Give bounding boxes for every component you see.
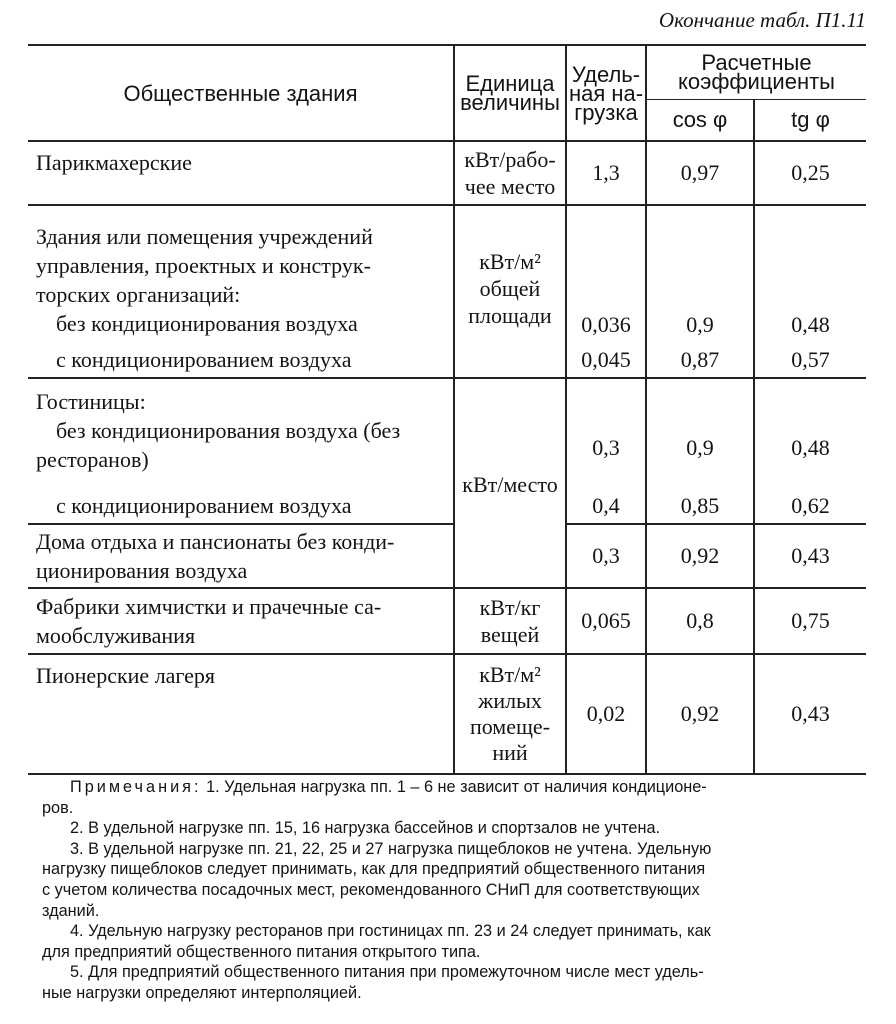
row-tg: 0,62 (754, 488, 866, 524)
header-tg: tg φ (754, 99, 866, 141)
table-row (28, 488, 866, 524)
note-4: 4. Удельную нагрузку ресторанов при гостиницах пп. 23 и 24 следует принимать, как для предприятий общественного питания открытого типа. (42, 922, 711, 961)
row-tg: 0,48 (754, 205, 866, 342)
row-tg: 0,43 (754, 654, 866, 774)
notes-title: Примечания: (70, 778, 202, 796)
table-notes (42, 777, 868, 1004)
note-3: 3. В удельной нагрузке пп. 21, 22, 25 и 27 нагрузка пищеблоков не учтена. Удельную нагрузку пищеблоков следует принимать, как для предприятий общественного питания с учетом количества посадочных мест, рекомендованного СНиП для соответствующих зданий. (42, 839, 712, 920)
row-name: Дома отдыха и пансионаты без конди- ционирования воздуха (28, 524, 454, 588)
row-cos: 0,92 (646, 654, 754, 774)
row-name: Здания или помещения учреждений управления, проектных и конструк- торских организаций: без кондиционирования воздуха (28, 205, 454, 342)
row-name: Гостиницы: без кондиционирования воздуха (без ресторанов) (28, 378, 454, 488)
data-table (28, 44, 866, 775)
note-1: Примечания: 1. Удельная нагрузка пп. 1 – 6 не зависит от наличия кондиционе- ров. (42, 778, 707, 817)
table-row (28, 588, 866, 654)
row-name: Пионерские лагеря (28, 654, 454, 774)
row-cos: 0,85 (646, 488, 754, 524)
header-load: Удель- ная на- грузка (566, 45, 646, 141)
table-caption: Окончание табл. П1.11 (658, 8, 866, 32)
row-cos: 0,87 (646, 342, 754, 378)
row-unit: кВт/место (454, 378, 566, 588)
table-row (28, 141, 866, 205)
row-cos: 0,8 (646, 588, 754, 654)
row-unit: кВт/рабо- чее место (454, 141, 566, 205)
table-row (28, 205, 866, 342)
table-row (28, 524, 866, 588)
row-unit: кВт/м² жилых помеще- ний (454, 654, 566, 774)
row-load: 0,3 (566, 378, 646, 488)
row-cos: 0,92 (646, 524, 754, 588)
header-cos: cos φ (646, 99, 754, 141)
table-row (28, 342, 866, 378)
row-name: Парикмахерские (36, 150, 192, 175)
row-cos: 0,9 (646, 205, 754, 342)
row-load: 0,036 (566, 205, 646, 342)
row-unit: кВт/м² общей площади (454, 205, 566, 378)
row-load: 0,045 (566, 342, 646, 378)
row-tg: 0,43 (754, 524, 866, 588)
row-tg: 0,75 (754, 588, 866, 654)
row-load: 0,065 (566, 588, 646, 654)
header-unit: Единица величины (454, 45, 566, 141)
header-row (28, 45, 866, 99)
row-load: 0,3 (566, 524, 646, 588)
row-load: 0,02 (566, 654, 646, 774)
row-load: 1,3 (566, 141, 646, 205)
table-row (28, 654, 866, 774)
table-row (28, 378, 866, 488)
row-name: с кондиционированием воздуха (56, 493, 352, 518)
row-unit: кВт/кг вещей (454, 588, 566, 654)
header-coefficients: Расчетные коэффициенты (646, 45, 866, 99)
note-5: 5. Для предприятий общественного питания при промежуточном числе мест удель- ные нагрузки определяют интерполяцией. (42, 963, 704, 1002)
row-tg: 0,25 (754, 141, 866, 205)
note-2: 2. В удельной нагрузке пп. 15, 16 нагрузка бассейнов и спортзалов не учтена. (70, 819, 661, 838)
row-name: Фабрики химчистки и прачечные са- мообслуживания (28, 588, 454, 654)
row-tg: 0,57 (754, 342, 866, 378)
row-cos: 0,9 (646, 378, 754, 488)
row-tg: 0,48 (754, 378, 866, 488)
row-cos: 0,97 (646, 141, 754, 205)
row-load: 0,4 (566, 488, 646, 524)
row-name: с кондиционированием воздуха (56, 347, 352, 372)
header-building: Общественные здания (28, 45, 454, 141)
